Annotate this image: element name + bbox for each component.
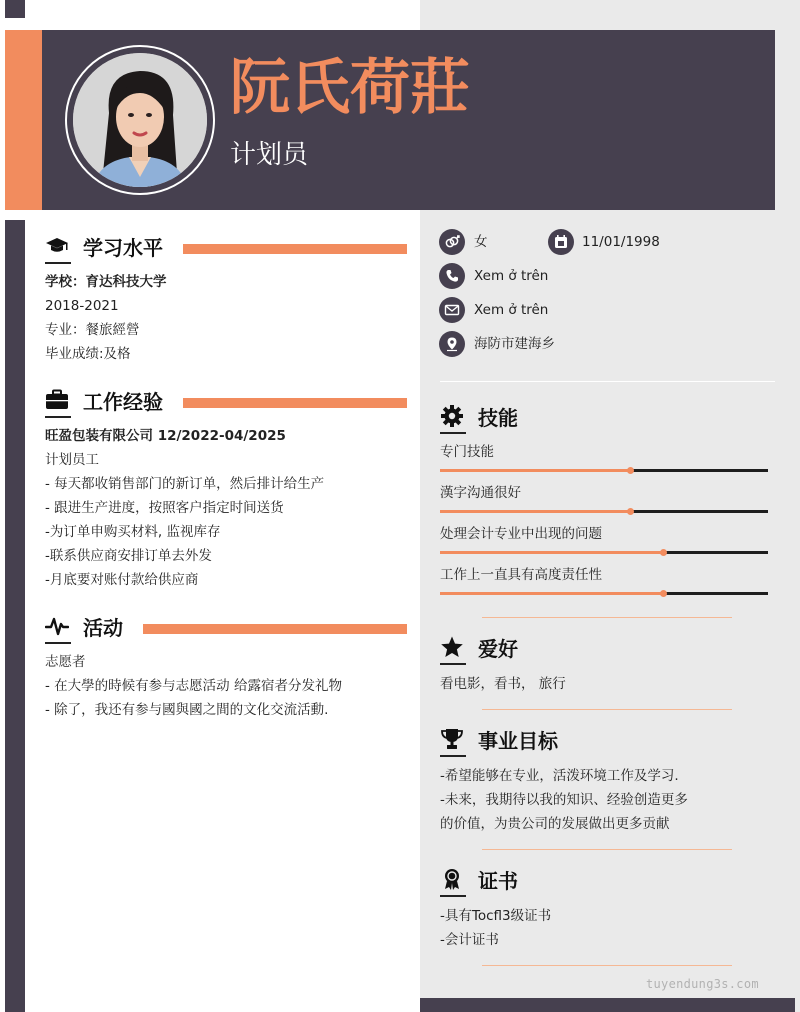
portrait-illustration <box>73 53 207 187</box>
award-ribbon-icon <box>440 867 464 891</box>
bottom-bar <box>420 998 795 1012</box>
skill-bar-fill <box>440 551 663 554</box>
experience-heading-underline <box>45 416 71 418</box>
calendar-icon <box>548 229 574 255</box>
left-strip <box>5 220 25 1012</box>
activities-details <box>45 650 342 722</box>
trophy-icon <box>440 727 464 751</box>
location-pin-icon <box>439 331 465 357</box>
hobbies-heading-underline <box>440 663 466 665</box>
education-years: 2018-2021 <box>45 298 119 314</box>
hobbies-line: 看电影，看书， 旅行 <box>440 676 566 692</box>
hobbies-divider <box>482 709 732 710</box>
briefcase-icon <box>45 388 69 412</box>
skill-bar-fill <box>440 469 630 472</box>
experience-duty: -联系供应商安排订单去外发 <box>45 548 212 564</box>
goals-details <box>440 764 688 836</box>
experience-details <box>45 424 324 592</box>
skills-heading: 技能 <box>478 406 518 430</box>
education-heading-underline <box>45 262 71 264</box>
skill-label: 专门技能 <box>440 444 494 460</box>
activities-heading-bar <box>143 624 407 634</box>
pulse-icon <box>45 614 69 638</box>
birthday-value: 11/01/1998 <box>582 234 660 250</box>
skill-label: 工作上一直具有高度责任性 <box>440 567 602 583</box>
experience-duty: - 跟进生产进度，按照客户指定时间送货 <box>45 500 284 516</box>
skills-heading-underline <box>440 432 466 434</box>
activities-heading: 活动 <box>83 616 123 640</box>
hobbies-heading: 爱好 <box>478 637 518 661</box>
experience-heading: 工作经验 <box>83 390 163 414</box>
skill-bar-knob <box>660 590 667 597</box>
skill-bar <box>440 592 768 595</box>
experience-company: 旺盈包装有限公司 12/2022-04/2025 <box>45 428 286 444</box>
skills-divider <box>482 617 732 618</box>
gear-icon <box>440 404 464 428</box>
goals-heading-underline <box>440 755 466 757</box>
header-accent-bar <box>5 30 42 210</box>
goal-line: -未来，我期待以我的知识、经验创造更多 <box>440 792 688 808</box>
goals-divider <box>482 849 732 850</box>
education-heading-bar <box>183 244 407 254</box>
skill-bar <box>440 551 768 554</box>
activities-heading-underline <box>45 642 71 644</box>
experience-duty: -月底要对账付款给供应商 <box>45 572 199 588</box>
activity-line: - 除了，我还有参与國與國之間的文化交流活動. <box>45 702 329 718</box>
goal-line: -希望能够在专业，活泼环境工作及学习. <box>440 768 679 784</box>
activity-line: 志愿者 <box>45 654 86 670</box>
education-heading: 学习水平 <box>83 236 163 260</box>
certificate-line: -会计证书 <box>440 932 499 948</box>
skill-bar-knob <box>627 467 634 474</box>
certificates-heading: 证书 <box>478 869 518 893</box>
education-school: 学校：育达科技大学 <box>45 274 167 290</box>
skill-bar-knob <box>627 508 634 515</box>
skill-bar <box>440 469 768 472</box>
education-details <box>45 270 167 366</box>
graduation-cap-icon <box>45 234 69 258</box>
candidate-name: 阮氏荷莊 <box>230 53 470 123</box>
star-icon <box>440 635 464 659</box>
experience-duty: - 每天都收销售部门的新订单，然后排计给生产 <box>45 476 325 492</box>
phone-icon <box>439 263 465 289</box>
experience-duty: -为订单申购买材料, 监视库存 <box>45 524 221 540</box>
skill-label: 处理会计专业中出现的问题 <box>440 526 602 542</box>
candidate-job-title: 计划员 <box>230 140 309 170</box>
goals-heading: 事业目标 <box>478 729 558 753</box>
email-value: Xem ở trên <box>474 302 549 318</box>
phone-value: Xem ở trên <box>474 268 549 284</box>
skill-bar-knob <box>660 549 667 556</box>
contact-divider <box>440 381 775 382</box>
activity-line: - 在大學的時候有参与志愿活动 给露宿者分发礼物 <box>45 678 342 694</box>
address-value: 海防市建海乡 <box>474 336 555 352</box>
skill-bar-fill <box>440 510 630 513</box>
gender-icon <box>439 229 465 255</box>
experience-heading-bar <box>183 398 407 408</box>
hobbies-details <box>440 672 566 696</box>
portrait-photo <box>73 53 207 187</box>
skill-label: 漢字沟通很好 <box>440 485 521 501</box>
skill-bar <box>440 510 768 513</box>
email-icon <box>439 297 465 323</box>
certificates-divider <box>482 965 732 966</box>
education-result: 毕业成绩:及格 <box>45 346 131 362</box>
certificate-line: -具有Tocfl3级证书 <box>440 908 552 924</box>
watermark: tuyendung3s.com <box>646 977 759 991</box>
experience-position: 计划员工 <box>45 452 99 468</box>
left-strip-top <box>5 0 25 18</box>
gender-value: 女 <box>474 234 488 250</box>
education-major: 专业：餐旅經營 <box>45 322 140 338</box>
certificates-heading-underline <box>440 895 466 897</box>
certificates-details <box>440 904 551 952</box>
goal-line: 的价值，为贵公司的发展做出更多贡献 <box>440 816 670 832</box>
skill-bar-fill <box>440 592 663 595</box>
